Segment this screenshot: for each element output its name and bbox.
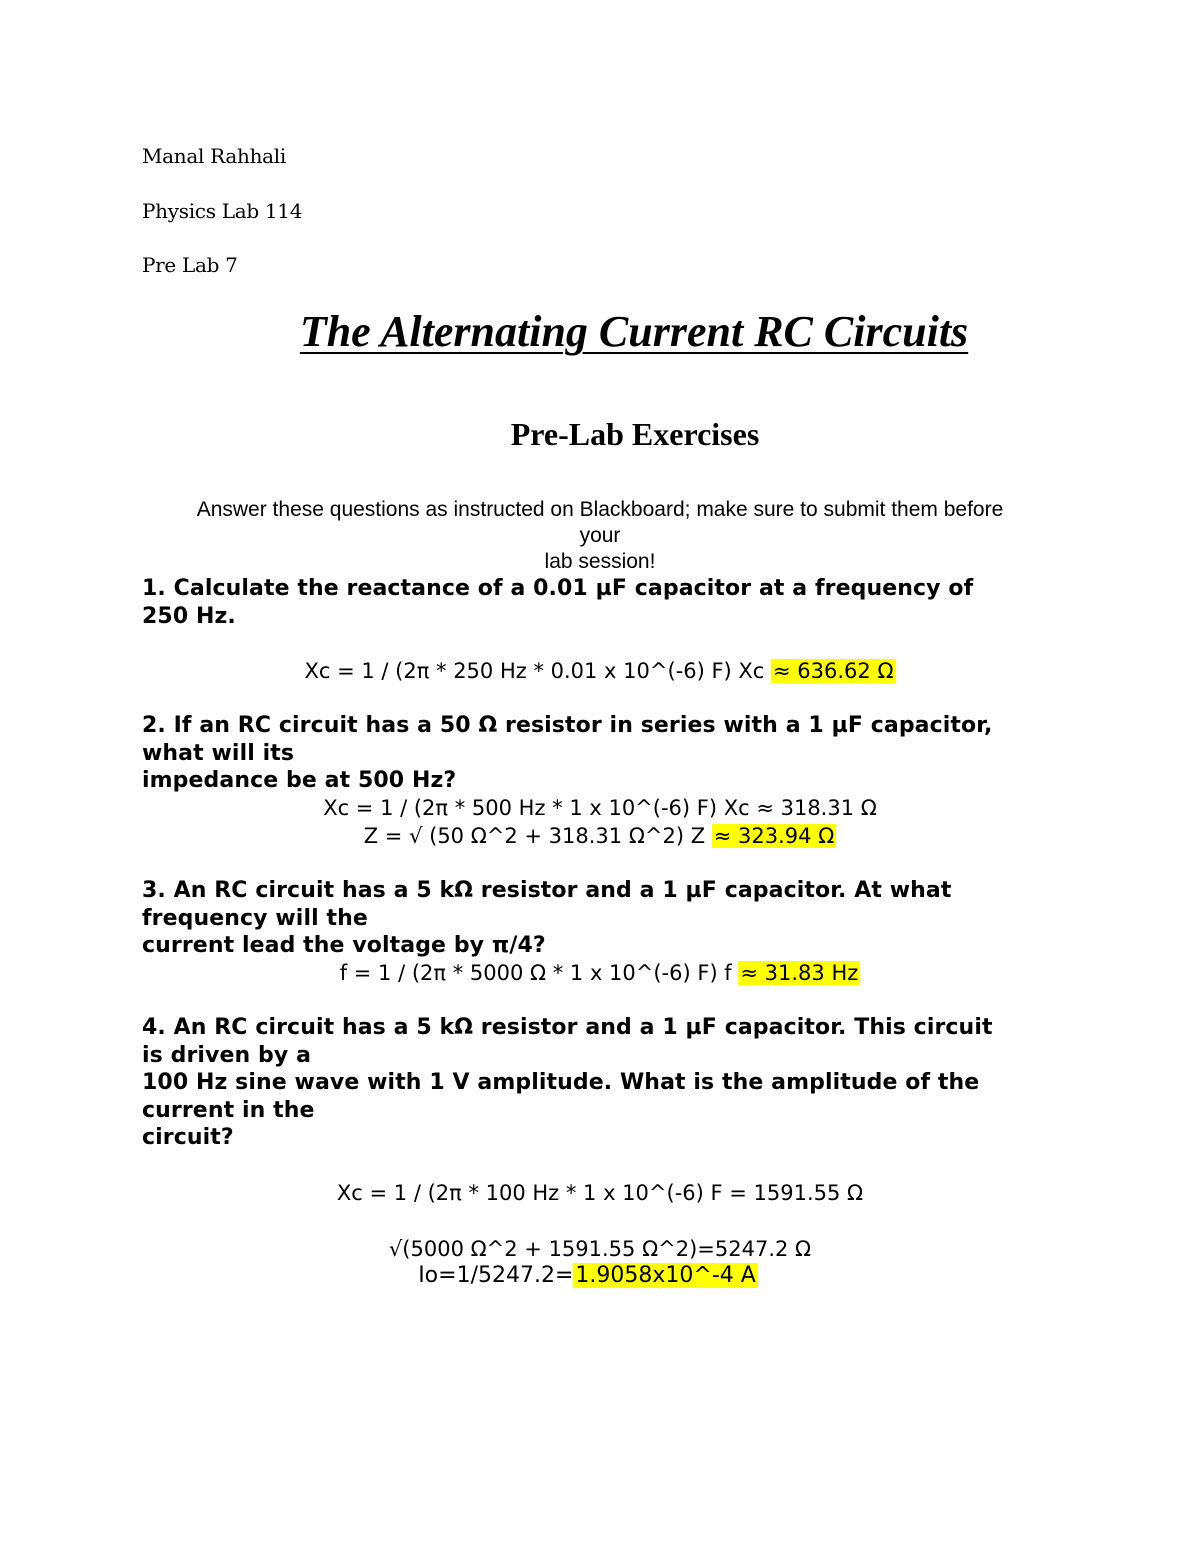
work-text: Xc = 1 / (2π * 500 Hz * 1 x 10^(-6) F) Xc ≈ 318.31 Ω: [323, 796, 877, 820]
question-3-line-2: frequency will the: [142, 906, 368, 931]
question-4-line-3: 100 Hz sine wave with 1 V amplitude. What is the amplitude of the: [142, 1070, 980, 1095]
page-title: The Alternating Current RC Circuits: [299, 307, 969, 356]
instructions-line-1: Answer these questions as instructed on Blackboard; make sure to submit them before: [196, 498, 1004, 521]
page-subtitle: Pre-Lab Exercises: [510, 416, 760, 452]
question-4-line-5: circuit?: [142, 1125, 234, 1150]
lab-number: Pre Lab 7: [142, 253, 238, 277]
highlighted-answer: ≈ 636.62 Ω: [773, 659, 894, 683]
question-2-line-1: 2. If an RC circuit has a 50 Ω resistor in series with a 1 µF capacitor,: [142, 713, 993, 738]
highlighted-answer: 1.9058x10^-4 A: [575, 1263, 756, 1288]
question-2-line-2: what will its: [142, 741, 295, 766]
highlighted-answer: ≈ 323.94 Ω: [713, 824, 835, 848]
question-4-line-2: is driven by a: [142, 1043, 312, 1068]
work-text: f = 1 / (2π * 5000 Ω * 1 x 10^(-6) F) f: [339, 961, 739, 985]
question-4-line-1: 4. An RC circuit has a 5 kΩ resistor and a 1 µF capacitor. This circuit: [142, 1015, 993, 1040]
course-name: Physics Lab 114: [142, 199, 303, 223]
highlighted-answer: ≈ 31.83 Hz: [740, 961, 859, 985]
work-text: Io=1/5247.2=: [418, 1263, 574, 1288]
question-3-line-3: current lead the voltage by π/4?: [142, 933, 546, 958]
work-text: √(5000 Ω^2 + 1591.55 Ω^2)=5247.2 Ω: [388, 1237, 812, 1261]
question-2-work-2: [0, 824, 1200, 848]
question-4-work-2: [0, 1237, 1200, 1261]
work-text: Xc = 1 / (2π * 250 Hz * 0.01 x 10^(-6) F) Xc: [304, 659, 772, 683]
question-1-line-2: 250 Hz.: [142, 604, 236, 629]
instructions-line-3: lab session!: [544, 550, 656, 573]
question-4-line-4: current in the: [142, 1098, 315, 1123]
question-4-work-1: [0, 1181, 1200, 1205]
question-2-work-1: [0, 796, 1200, 820]
work-text: Z = √ (50 Ω^2 + 318.31 Ω^2) Z: [363, 824, 712, 848]
question-1-line-1: 1. Calculate the reactance of a 0.01 µF capacitor at a frequency of: [142, 576, 974, 601]
work-text: Xc = 1 / (2π * 100 Hz * 1 x 10^(-6) F = 1591.55 Ω: [336, 1181, 864, 1205]
author-name: Manal Rahhali: [142, 144, 286, 168]
question-3-work-1: [0, 961, 1200, 985]
question-3-line-1: 3. An RC circuit has a 5 kΩ resistor and a 1 µF capacitor. At what: [142, 878, 952, 903]
question-1-work-1: [0, 659, 1200, 683]
question-4-work-3: [0, 1263, 1188, 1288]
question-2-line-3: impedance be at 500 Hz?: [142, 768, 457, 793]
instructions-line-2: your: [579, 524, 621, 547]
